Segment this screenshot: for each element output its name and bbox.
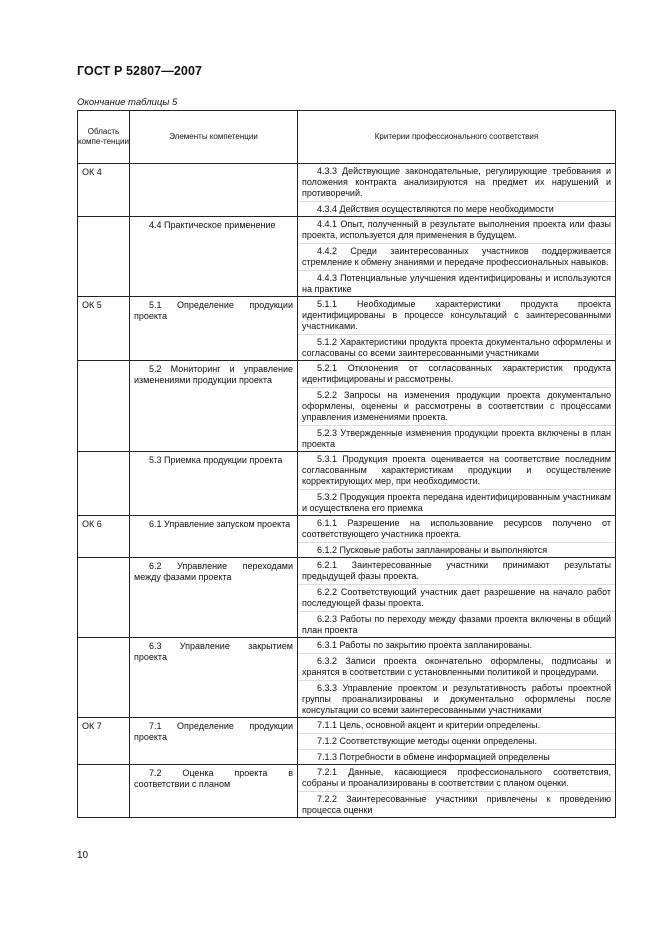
criterion-item: 6.3.1 Работы по закрытию проекта запланированы.: [317, 640, 532, 650]
criterion-item: 5.2.3 Утвержденные изменения продукции проекта включены в план проекта: [298, 425, 615, 451]
criteria-cell: [298, 718, 616, 765]
competence-element-cell: [130, 217, 298, 297]
competence-element-text: 6.3 Управление закрытием проекта: [134, 641, 293, 662]
competence-element-text: 7.1 Определение продукции проекта: [134, 721, 293, 742]
criterion-item: 6.2.1 Заинтересованные участники принимают результаты предыдущей фазы проекта.: [302, 560, 611, 581]
competence-element-cell: [130, 297, 298, 361]
competence-element-cell: [130, 765, 298, 818]
criterion-item: 5.3.2 Продукция проекта передана идентифицированным участникам и осуществлена его приемка: [298, 489, 615, 515]
table-row: [78, 558, 616, 638]
criterion-item: 5.1.1 Необходимые характеристики продукта проекта идентифицированы в процессе консультаций с заинтересованными участниками.: [302, 299, 611, 331]
table-row: [78, 765, 616, 818]
column-header-area: Область компе-тенции: [78, 111, 130, 164]
criteria-cell: [298, 361, 616, 452]
criteria-cell: [298, 558, 616, 638]
criterion-item: 7.1.3 Потребности в обмене информацией определены: [298, 749, 615, 764]
competence-element-cell: [130, 638, 298, 718]
competence-table: [77, 110, 616, 818]
criterion-item: 4.4.3 Потенциальные улучшения идентифицированы и используются на практике: [298, 270, 615, 296]
criteria-cell: [298, 164, 616, 217]
competence-element-cell: [130, 558, 298, 638]
competence-element-cell: [130, 516, 298, 558]
table-caption: Окончание таблицы 5: [77, 97, 178, 108]
criterion-item: 6.3.3 Управление проектом и результативность работы проектной группы проанализированы и документально оформлены после консультации со всеми заинтересованными участниками: [298, 680, 615, 717]
criteria-cell: [298, 452, 616, 516]
criteria-cell: [298, 765, 616, 818]
competence-area-cell: [78, 558, 130, 638]
column-header-criteria: Критерии профессионального соответствия: [298, 111, 616, 164]
table-row: [78, 361, 616, 452]
competence-element-text: 5.3 Приемка продукции проекта: [149, 455, 283, 465]
competence-element-text: 6.1 Управление запуском проекта: [149, 519, 291, 529]
criterion-item: 6.1.1 Разрешение на использование ресурсов получено от соответствующего участника проекта.: [302, 518, 611, 539]
criteria-cell: [298, 638, 616, 718]
criterion-item: 4.3.3 Действующие законодательные, регулирующие требования и положения контракта анализируются на предмет их нарушений и противоречий.: [302, 166, 611, 198]
criterion-item: 7.2.1 Данные, касающиеся профессионального соответствия, собраны и проанализированы в соответствии с планом оценки.: [302, 767, 611, 788]
criterion-item: 7.1.2 Соответствующие методы оценки определены.: [298, 733, 615, 748]
criterion-item: 5.2.2 Запросы на изменения продукции проекта документально оформлены, оценены и рассмотрены в соответствии с процессами управления изменениями проекта.: [298, 387, 615, 424]
competence-element-text: 7.2 Оценка проекта в соответствии с планом: [134, 768, 293, 789]
competence-area-cell: ОК 4: [78, 164, 130, 217]
competence-area-cell: ОК 5: [78, 297, 130, 361]
table-row: [78, 452, 616, 516]
criterion-item: 6.2.3 Работы по переходу между фазами проекта включены в общий план проекта: [298, 611, 615, 637]
criterion-item: 5.2.1 Отклонения от согласованных характеристик продукта идентифицированы и рассмотрены.: [302, 363, 611, 384]
criteria-cell: [298, 217, 616, 297]
competence-element-text: 5.1 Определение продукции проекта: [134, 300, 293, 321]
criterion-item: 4.3.4 Действия осуществляются по мере необходимости: [298, 201, 615, 216]
criterion-item: 5.1.2 Характеристики продукта проекта документально оформлены и согласованы со всеми заинтересованными участниками: [298, 334, 615, 360]
table-row: [78, 516, 616, 558]
table-row: [78, 638, 616, 718]
column-header-elements: Элементы компетенции: [130, 111, 298, 164]
criterion-item: 4.4.1 Опыт, полученный в результате выполнения проекта или фазы проекта, используется для применения в будущем.: [302, 219, 611, 240]
criterion-item: 6.3.2 Записи проекта окончательно оформлены, подписаны и хранятся в соответствии с установленными политикой и процедурами.: [298, 653, 615, 679]
competence-area-cell: [78, 765, 130, 818]
competence-area-cell: [78, 361, 130, 452]
document-title: ГОСТ Р 52807—2007: [77, 64, 203, 78]
table-row: [78, 297, 616, 361]
competence-element-cell: [130, 452, 298, 516]
criterion-item: 6.1.2 Пусковые работы запланированы и выполняются: [298, 542, 615, 557]
criteria-cell: [298, 516, 616, 558]
table-row: [78, 718, 616, 765]
competence-element-text: 6.2 Управление переходами между фазами проекта: [134, 561, 293, 582]
competence-element-text: 5.2 Мониторинг и управление изменениями продукции проекта: [134, 364, 293, 385]
competence-element-cell: [130, 361, 298, 452]
criterion-item: 7.1.1 Цель, основной акцент и критерии определены.: [317, 720, 541, 730]
criterion-item: 7.2.2 Заинтересованные участники привлечены к проведению процесса оценки: [298, 791, 615, 817]
competence-area-cell: [78, 217, 130, 297]
competence-element-text: 4.4 Практическое применение: [149, 220, 276, 230]
table-body: [78, 164, 616, 818]
criterion-item: 6.2.2 Соответствующий участник дает разрешение на начало работ последующей фазы проекта.: [298, 584, 615, 610]
competence-area-cell: ОК 7: [78, 718, 130, 765]
competence-element-cell: [130, 164, 298, 217]
table-row: [78, 217, 616, 297]
criteria-cell: [298, 297, 616, 361]
criterion-item: 4.4.2 Среди заинтересованных участников поддерживается стремление к обмену знаниями и передаче профессиональных навыков.: [298, 243, 615, 269]
criterion-item: 5.3.1 Продукция проекта оценивается на соответствие последним согласованным характеристикам продукции и осуществление корректирующих мер, при необходимости.: [302, 454, 611, 486]
competence-area-cell: ОК 6: [78, 516, 130, 558]
competence-area-cell: [78, 638, 130, 718]
table-row: [78, 164, 616, 217]
competence-element-cell: [130, 718, 298, 765]
table-header-row: [78, 111, 616, 164]
competence-area-cell: [78, 452, 130, 516]
page-number: 10: [77, 850, 89, 861]
